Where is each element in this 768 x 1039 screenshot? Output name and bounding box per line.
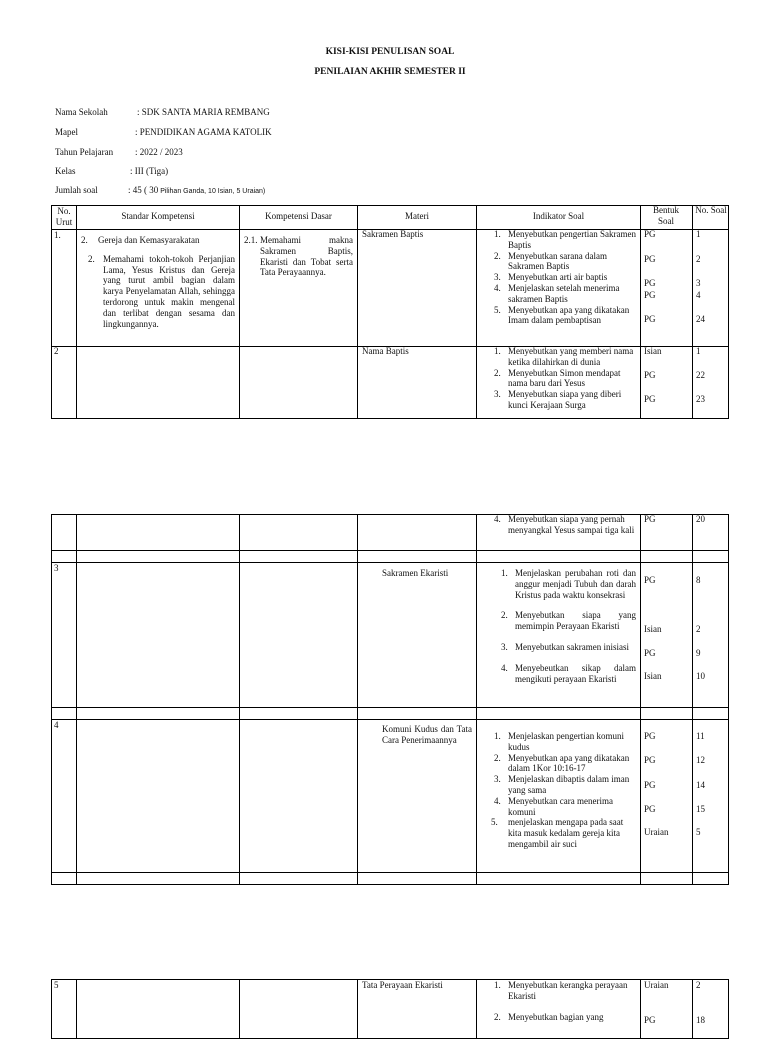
no-soal: 12 (696, 755, 705, 765)
col-divider (692, 205, 693, 419)
no-soal: 15 (696, 804, 705, 814)
col-divider (476, 979, 477, 1039)
list-item: 4. Menjelaskan setelah menerima sakramen Baptis (494, 282, 620, 304)
list-item: 2. Menyebutkan Simon mendapat nama baru dari Yesus (494, 367, 621, 389)
sk-item: 2. Gereja dan Kemasyarakatan (81, 235, 200, 245)
header-materi: Materi (405, 211, 429, 221)
row-divider (51, 550, 729, 551)
no-soal: 22 (696, 370, 705, 380)
bentuk-soal: PG (644, 755, 656, 765)
no-soal: 3 (696, 278, 701, 288)
no-soal: 20 (696, 514, 705, 524)
bentuk-soal: PG (644, 514, 656, 524)
col-divider (76, 514, 77, 885)
header-indikator-soal: Indikator Soal (532, 211, 585, 221)
no-soal: 5 (696, 827, 701, 837)
bentuk-soal: PG (644, 278, 656, 288)
indikator-list (494, 346, 636, 411)
list-item: 5. menjelaskan mengapa pada saat kita masuk kedalam gereja kita mengambil air suci (491, 817, 624, 849)
materi-cell: Nama Baptis (362, 346, 409, 356)
bentuk-soal: PG (644, 648, 656, 658)
no-soal: 11 (696, 731, 705, 741)
no-soal: 9 (696, 648, 701, 658)
bentuk-soal: PG (644, 780, 656, 790)
indikator-list (501, 568, 636, 684)
list-item: 3. Menyebutkan arti air baptis (494, 272, 608, 283)
row-divider (51, 719, 729, 720)
col-divider (640, 205, 641, 419)
materi-cell: Sakramen Baptis (362, 229, 424, 239)
bentuk-soal: PG (644, 370, 656, 380)
header-no-urut: No. Urut (55, 206, 73, 227)
sk-item: 2. Memahami tokoh-tokoh Perjanjian Lama, Yesus Kristus dan Gereja yang turut ambil bagian dalam karya Penyelamatan Allah, sehingga terdorong untuk makin mengenal dan terlibat dengan sesama dan lingkungannya. (88, 253, 235, 329)
row-divider (51, 707, 729, 708)
bentuk-soal: Uraian (644, 980, 669, 990)
no-soal: 2 (696, 980, 701, 990)
meta-value-year: : 2022 / 2023 (135, 147, 183, 157)
no-soal: 24 (696, 314, 705, 324)
col-divider (239, 205, 240, 419)
list-item: 3. Menyebutkan sakramen inisiasi (501, 641, 629, 652)
meta-value-subject: : PENDIDIKAN AGAMA KATOLIK (135, 127, 272, 137)
header-standar-kompetensi: Standar Kompetensi (121, 211, 195, 221)
bentuk-soal: Uraian (644, 827, 669, 837)
row-number: 3 (54, 563, 59, 573)
bentuk-soal: PG (644, 254, 656, 264)
col-divider (76, 979, 77, 1039)
no-soal: 8 (696, 575, 701, 585)
no-soal: 10 (696, 671, 705, 681)
no-soal: 23 (696, 394, 705, 404)
list-item: 4. Menyebutkan cara menerima komuni (494, 795, 613, 817)
list-item: 1. Menyebutkan yang memberi nama ketika dilahirkan di dunia (494, 346, 634, 367)
indikator-list (494, 514, 636, 536)
header-no-soal: No. Soal (695, 205, 727, 215)
materi-cell: Sakramen Ekaristi (382, 568, 449, 578)
bentuk-soal: PG (644, 314, 656, 324)
meta-label-year: Tahun Pelajaran (55, 147, 114, 157)
col-divider (476, 205, 477, 419)
col-divider (76, 205, 77, 419)
count-main: : 45 ( 30 (128, 185, 159, 195)
list-item: 3. Menyebutkan siapa yang diberi kunci Kerajaan Surga (494, 389, 622, 410)
doc-subtitle: PENILAIAN AKHIR SEMESTER II (314, 67, 466, 77)
list-item: 1. Menjelaskan pengertian komuni kudus (494, 731, 624, 752)
kompetensi-dasar-cell: 2.1. Memahami makna Sakramen Baptis, Ekaristi dan Tobat serta Tata Perayaannya. (244, 235, 353, 278)
no-soal: 18 (696, 1015, 705, 1025)
row-divider (51, 872, 729, 873)
col-divider (640, 514, 641, 885)
col-divider (357, 205, 358, 419)
no-soal: 4 (696, 290, 701, 300)
col-divider (357, 514, 358, 885)
row-number: 1. (54, 230, 61, 240)
list-item: 3. Menjelaskan dibaptis dalam iman yang sama (494, 774, 630, 795)
bentuk-soal: PG (644, 229, 656, 239)
no-soal: 1 (696, 229, 701, 239)
bentuk-soal: Isian (644, 346, 662, 356)
header-kompetensi-dasar: Kompetensi Dasar (265, 211, 332, 221)
no-soal: 14 (696, 780, 705, 790)
col-divider (357, 979, 358, 1039)
col-divider (640, 979, 641, 1039)
col-divider (239, 514, 240, 885)
list-item: 2. Menyebutkan siapa yang memimpin Perayaan Ekaristi (501, 610, 636, 632)
standar-kompetensi-cell (81, 235, 235, 329)
bentuk-soal: Isian (644, 624, 662, 634)
meta-label-school: Nama Sekolah (55, 107, 108, 117)
no-soal: 2 (696, 624, 701, 634)
meta-label-count: Jumlah soal (55, 185, 98, 195)
col-divider (692, 979, 693, 1039)
indikator-list (494, 980, 636, 1022)
list-item: 4. Menyebutkan siapa yang pernah menyangkal Yesus sampai tiga kali (494, 514, 635, 535)
bentuk-soal: PG (644, 394, 656, 404)
list-item: 1. Menyebutkan kerangka perayaan Ekaristi (494, 980, 628, 1001)
col-divider (476, 514, 477, 885)
no-soal: 1 (696, 346, 701, 356)
no-soal: 2 (696, 254, 701, 264)
bentuk-soal: PG (644, 804, 656, 814)
list-item: 1. Menjelaskan perubahan roti dan anggur menjadi Tubuh dan darah Kristus pada waktu konsekrasi (501, 568, 636, 600)
meta-label-class: Kelas (55, 166, 76, 176)
row-number: 5 (54, 980, 59, 990)
col-divider (239, 979, 240, 1039)
list-item: 2. Menyebutkan sarana dalam Sakramen Baptis (494, 250, 607, 272)
bentuk-soal: PG (644, 1015, 656, 1025)
list-item: 2. Menyebutkan apa yang dikatakan dalam 1Kor 10:16-17 (494, 752, 630, 774)
bentuk-soal: PG (644, 731, 656, 741)
meta-value-class: : III (Tiga) (130, 166, 169, 176)
indikator-list (494, 229, 636, 326)
bentuk-soal: PG (644, 575, 656, 585)
list-item: 4. Menyebeutkan sikap dalam mengikuti perayaan Ekaristi (501, 662, 636, 684)
col-divider (692, 514, 693, 885)
list-item: 2. Menyebutkan bagian yang (494, 1011, 604, 1022)
meta-value-school: : SDK SANTA MARIA REMBANG (137, 107, 270, 117)
row-number: 4 (54, 720, 59, 730)
materi-cell: Komuni Kudus dan Tata Cara Penerimaannya (382, 724, 472, 745)
row-number: 2 (54, 346, 59, 356)
indikator-list (491, 731, 636, 850)
list-item: 5. Menyebutkan apa yang dikatakan Imam dalam pembaptisan (494, 304, 630, 326)
doc-title: KISI-KISI PENULISAN SOAL (325, 47, 455, 57)
list-item: 1. Menyebutkan pengertian Sakramen Baptis (494, 229, 636, 250)
bentuk-soal: PG (644, 290, 656, 300)
bentuk-soal: Isian (644, 671, 662, 681)
materi-cell: Tata Perayaan Ekaristi (362, 980, 443, 990)
header-bentuk-soal: Bentuk Soal (653, 205, 679, 226)
row-divider (51, 562, 729, 563)
meta-value-count (128, 185, 265, 196)
meta-label-subject: Mapel (55, 127, 78, 137)
count-note: Pilihan Ganda, 10 Isian, 5 Uraian) (158, 188, 266, 195)
